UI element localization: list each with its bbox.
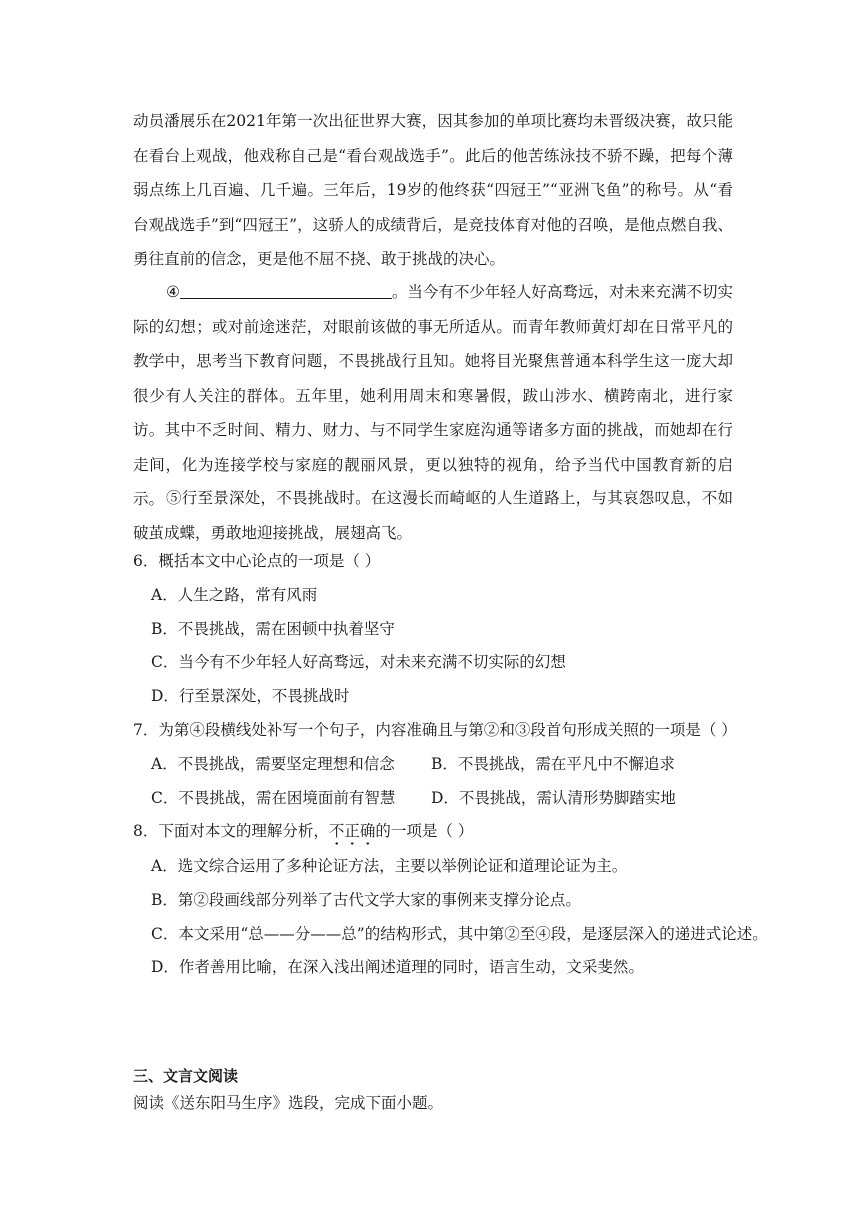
emphasis-dotted-text: 不正确 <box>329 822 376 846</box>
section-heading: 三、文言文阅读 <box>133 1067 239 1085</box>
question-8-option-b: B．第②段画线部分列举了古代文学大家的事例来支撑分论点。 <box>151 891 581 909</box>
question-6-option-b: B．不畏挑战，需在困顿中执着坚守 <box>151 620 395 638</box>
section-intro: 阅读《送东阳马生序》选段，完成下面小题。 <box>133 1094 444 1112</box>
question-7-option-c: C．不畏挑战，需在困境面前有智慧 <box>151 789 396 807</box>
question-8-stem-end: 的一项是（ ） <box>375 822 474 840</box>
question-7-stem: 7．为第④段横线处补写一个句子，内容准确且与第②和③段首句形成关照的一项是（ ） <box>133 721 737 739</box>
paragraph-4-text: 。当今有不少年轻人好高骛远，对未来充满不切实际的幻想；或对前途迷茫，对眼前该做的事无所适从。而青年教师黄灯却在日常平凡的教学中，思考当下教育问题，不畏挑战行且知。她将目光聚焦普通本科学生这一庞大却很少有人关注的群体。五年里，她利用周末和寒暑假，跋山涉水、横跨南北，进行家访。其中不乏时间、精力、财力、与不同学生家庭沟通等诸多方面的挑战，而她却在行走间，化为连接学校与家庭的靓丽风景，更以独特的视角，给予当代中国教育新的启示。 <box>133 283 733 508</box>
passage-paragraph-5: ⑤行至景深处，不畏挑战时。在这漫长而崎岖的人生道路上，与其哀怨叹息，不如破茧成蝶，勇敢地迎接挑战，展翅高飞。 <box>133 489 733 542</box>
question-6-stem: 6．概括本文中心论点的一项是（ ） <box>133 552 381 570</box>
question-8-option-d: D．作者善用比喻，在深入浅出阐述道理的同时，语言生动，文采斐然。 <box>151 958 644 976</box>
paragraph-marker: ④ <box>166 283 180 301</box>
question-6-option-a: A．人生之路，常有风雨 <box>151 586 318 604</box>
question-8-option-a: A．选文综合运用了多种论证方法，主要以举例论证和道理论证为主。 <box>151 857 628 875</box>
question-7-option-b: B．不畏挑战，需在平凡中不懈追求 <box>431 755 675 773</box>
question-6-option-d: D．行至景深处，不畏挑战时 <box>151 687 350 705</box>
question-8-stem-start: 8．下面对本文的理解分析， <box>133 822 329 840</box>
question-8-stem <box>133 821 473 841</box>
question-7-option-a: A．不畏挑战，需要坚定理想和信念 <box>151 755 395 773</box>
question-7-option-d: D．不畏挑战，需认清形势脚踏实地 <box>431 789 676 807</box>
fill-in-blank <box>180 282 392 299</box>
question-8-option-c: C．本文采用“总——分——总”的结构形式，其中第②至④段，是逐层深入的递进式论述。 <box>151 925 768 943</box>
question-6-option-c: C．当今有不少年轻人好高骛远，对未来充满不切实际的幻想 <box>151 653 566 671</box>
passage-paragraph-3: 动员潘展乐在2021年第一次出征世界大赛，因其参加的单项比赛均未晋级决赛，故只能在看台上观战，他戏称自己是“看台观战选手”。此后的他苦练泳技不骄不躁，把每个薄弱点练上几百遍、几千遍。三年后，19岁的他终获“四冠王”“亚洲飞鱼”的称号。从“看台观战选手”到“四冠王”，这骄人的成绩背后，是竞技体育对他的召唤，是他点燃自我、勇往直前的信念，更是他不屈不挠、敢于挑战的决心。 <box>133 112 733 268</box>
